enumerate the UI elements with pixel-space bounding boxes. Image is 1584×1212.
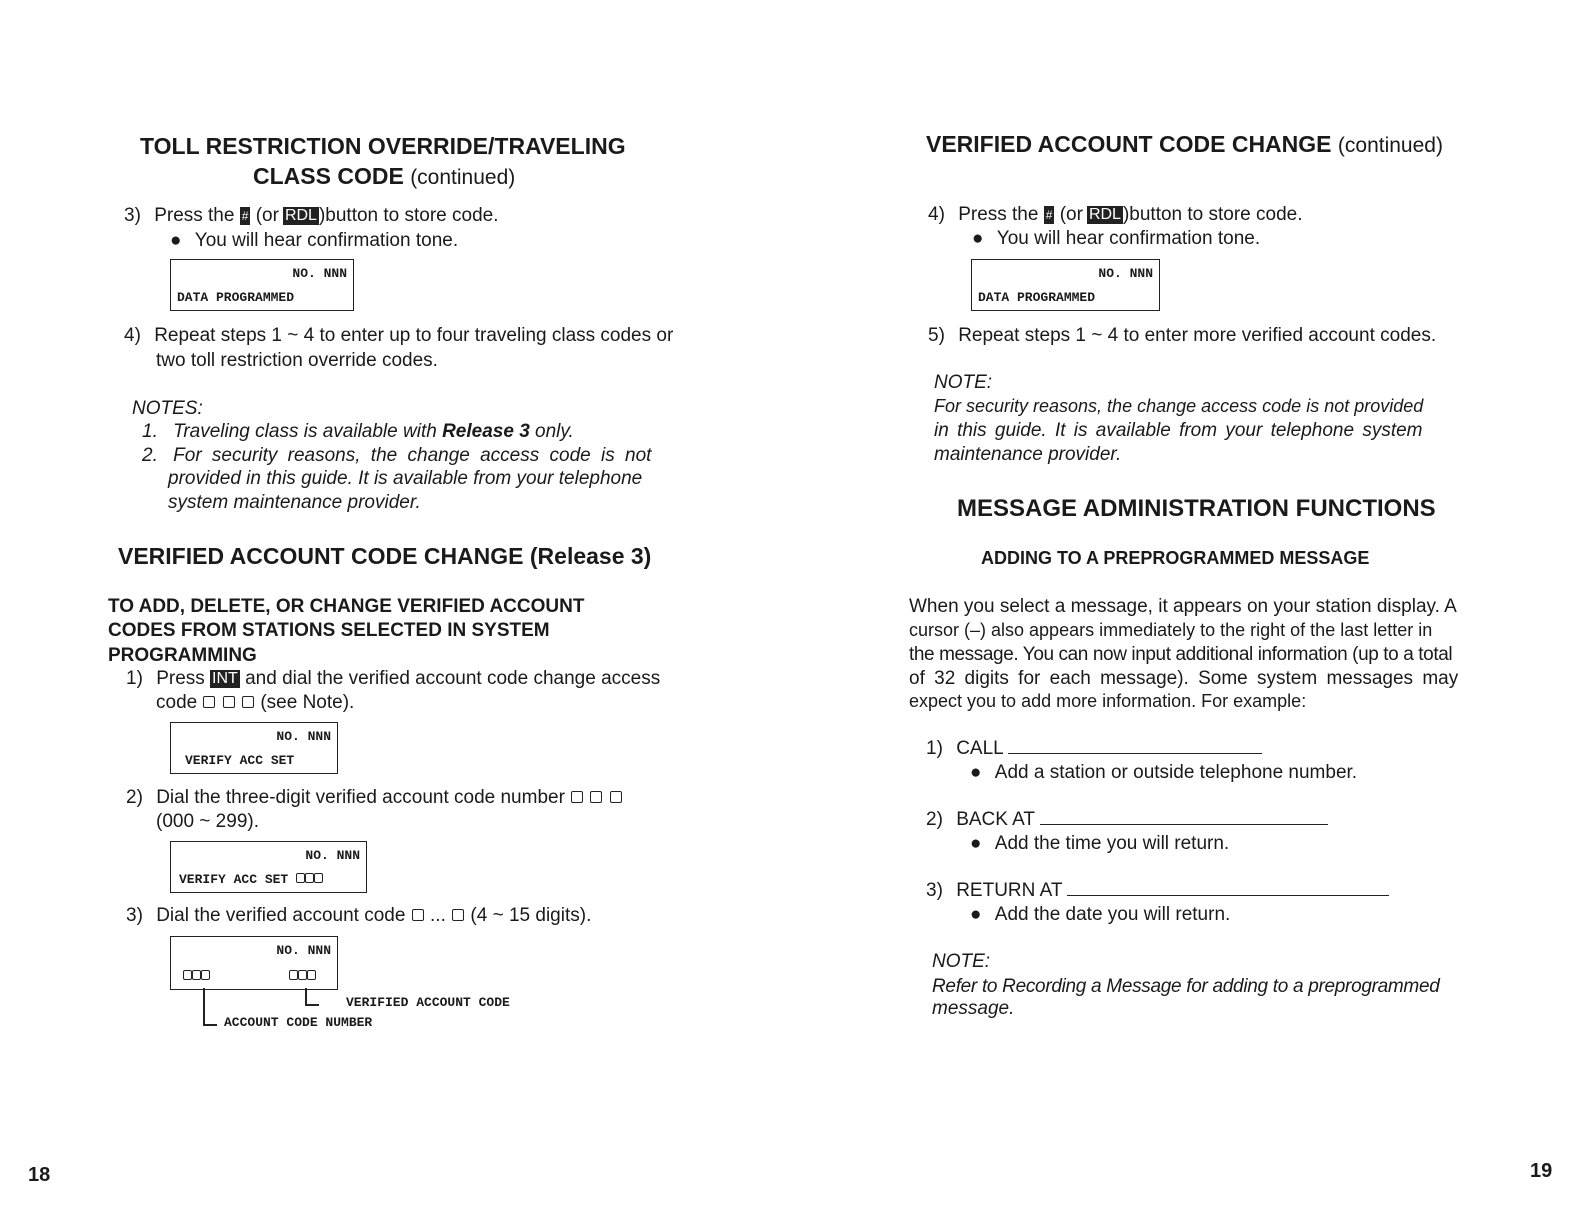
blank-line bbox=[1008, 752, 1262, 754]
lcd-line1: NO. NNN bbox=[292, 266, 347, 281]
left-s1 bbox=[126, 668, 660, 690]
left-sub-line3: PROGRAMMING bbox=[108, 645, 257, 666]
right-note2-line1: Refer to Recording a Message for adding to a preprogrammed bbox=[932, 976, 1440, 997]
digit-box-icon bbox=[298, 970, 307, 980]
right-para-line3: the message. You can now input additional information (up to a total bbox=[909, 644, 1453, 665]
lcd-line2 bbox=[179, 872, 323, 887]
right-ex3-num: 3) bbox=[926, 880, 943, 901]
right-title-text: VERIFIED ACCOUNT CODE CHANGE bbox=[926, 131, 1332, 157]
right-para-line4: of 32 digits for each message). Some system messages may bbox=[909, 668, 1459, 689]
right-para-line1: When you select a message, it appears on your station display. A bbox=[909, 596, 1457, 617]
left-title-line1: TOLL RESTRICTION OVERRIDE/TRAVELING bbox=[140, 133, 626, 159]
right-step4-text-b: (or bbox=[1059, 204, 1083, 225]
right-note-line2: in this guide. It is available from your telephone system bbox=[934, 420, 1423, 441]
left-s2-num: 2) bbox=[126, 787, 143, 808]
digit-box-icon bbox=[183, 970, 192, 980]
label-verified-account-code: VERIFIED ACCOUNT CODE bbox=[346, 995, 510, 1010]
left-step4 bbox=[124, 325, 673, 347]
left-s3-text-a: Dial the verified account code bbox=[156, 905, 406, 926]
leader-line-account-v bbox=[203, 988, 205, 1024]
digit-box-icon bbox=[289, 970, 298, 980]
lcd-display-data-programmed-left bbox=[170, 259, 354, 311]
right-note2-line2: message. bbox=[932, 998, 1015, 1019]
lcd-display-verify-acc-set bbox=[170, 722, 338, 774]
hash-key-icon: # bbox=[241, 209, 249, 223]
left-s3 bbox=[126, 905, 591, 927]
left-s1-see-note: (see Note). bbox=[260, 692, 355, 713]
right-ex2-bullet bbox=[970, 833, 1229, 855]
lcd-display-account-code bbox=[170, 936, 338, 990]
left-s2-line1: Dial the three-digit verified account code number bbox=[156, 787, 565, 808]
right-ex3 bbox=[926, 880, 1389, 902]
digit-box-icon bbox=[201, 970, 210, 980]
left-step3-text-a: Press the bbox=[154, 205, 235, 226]
right-ex2-label: BACK AT bbox=[956, 809, 1035, 830]
left-s3-ellipsis: ... bbox=[430, 905, 446, 926]
bullet-icon: ● bbox=[970, 904, 982, 925]
right-ex1-num: 1) bbox=[926, 738, 943, 759]
left-sub-line2: CODES FROM STATIONS SELECTED IN SYSTEM bbox=[108, 620, 550, 641]
right-note2-title: NOTE: bbox=[932, 951, 991, 972]
right-step4 bbox=[928, 204, 1303, 226]
left-note2-line2: provided in this guide. It is available from your telephone bbox=[168, 468, 643, 489]
right-note-title: NOTE: bbox=[934, 372, 993, 393]
right-ex3-label: RETURN AT bbox=[956, 880, 1063, 901]
left-note1-text-a: Traveling class is available with bbox=[173, 421, 437, 442]
bullet-icon: ● bbox=[972, 228, 984, 249]
page-number-left: 18 bbox=[28, 1164, 51, 1186]
int-key-icon: INT bbox=[212, 670, 238, 687]
bullet-icon: ● bbox=[170, 230, 182, 251]
right-msg-sub: ADDING TO A PREPROGRAMMED MESSAGE bbox=[981, 548, 1370, 568]
hash-key-icon: # bbox=[1045, 208, 1053, 222]
right-para-line5: expect you to add more information. For example: bbox=[909, 691, 1307, 711]
digit-box-icon bbox=[203, 696, 215, 708]
bullet-icon: ● bbox=[970, 762, 982, 783]
left-s1-num: 1) bbox=[126, 668, 143, 689]
digit-box-icon bbox=[192, 970, 201, 980]
right-msg-title: MESSAGE ADMINISTRATION FUNCTIONS bbox=[957, 495, 1436, 522]
right-step4-bullet-text: You will hear confirmation tone. bbox=[996, 228, 1261, 249]
left-step3-bullet bbox=[170, 230, 458, 252]
right-step5-num: 5) bbox=[928, 325, 945, 346]
right-step4-num: 4) bbox=[928, 204, 945, 225]
right-step4-text-a: Press the bbox=[958, 204, 1039, 225]
right-step4-text-c: )button to store code. bbox=[1122, 204, 1303, 225]
lcd-line2-right bbox=[289, 969, 316, 984]
left-s1-text-a: Press bbox=[156, 668, 205, 689]
digit-box-icon bbox=[590, 791, 602, 803]
right-ex2 bbox=[926, 809, 1328, 831]
lcd-display-verify-acc-set-digits bbox=[170, 841, 367, 893]
right-para-line2: cursor (–) also appears immediately to the right of the last letter in bbox=[909, 620, 1433, 640]
right-ex3-bullet bbox=[970, 904, 1230, 926]
rdl-key-icon: RDL bbox=[284, 207, 317, 224]
right-title bbox=[926, 131, 1443, 158]
left-s2-line2: (000 ~ 299). bbox=[156, 811, 259, 832]
digit-box-icon bbox=[305, 873, 314, 883]
left-step3 bbox=[124, 205, 499, 227]
left-step3-text-c: )button to store code. bbox=[318, 205, 499, 226]
left-note1 bbox=[142, 421, 574, 443]
lcd-display-data-programmed-right bbox=[971, 259, 1160, 311]
lcd-line1: NO. NNN bbox=[1098, 266, 1153, 281]
blank-line bbox=[1040, 823, 1328, 825]
left-s1-text-b: and dial the verified account code change access bbox=[245, 668, 661, 689]
digit-box-icon bbox=[296, 873, 305, 883]
right-ex1 bbox=[926, 738, 1262, 760]
right-ex1-bullet-text: Add a station or outside telephone number. bbox=[994, 762, 1358, 783]
label-account-code-number: ACCOUNT CODE NUMBER bbox=[224, 1015, 373, 1030]
left-note1-release: Release 3 bbox=[442, 421, 530, 442]
right-note-line3: maintenance provider. bbox=[934, 444, 1122, 465]
lcd-line2 bbox=[183, 969, 210, 984]
bullet-icon: ● bbox=[970, 833, 982, 854]
right-ex3-bullet-text: Add the date you will return. bbox=[994, 904, 1231, 925]
lcd-line2: VERIFY ACC SET bbox=[185, 753, 295, 768]
right-ex1-bullet bbox=[970, 762, 1357, 784]
left-note1-num: 1. bbox=[142, 421, 158, 442]
left-note2-line3: system maintenance provider. bbox=[168, 492, 421, 513]
left-verified-title: VERIFIED ACCOUNT CODE CHANGE (Release 3) bbox=[118, 543, 652, 569]
left-s1-line2 bbox=[156, 692, 354, 714]
blank-line bbox=[1067, 894, 1389, 896]
lcd-line1: NO. NNN bbox=[276, 729, 331, 744]
digit-box-icon bbox=[610, 791, 622, 803]
left-title-class-code: CLASS CODE bbox=[253, 163, 404, 189]
left-notes-title: NOTES: bbox=[132, 398, 203, 419]
digit-box-icon bbox=[412, 909, 424, 921]
leader-line-account-h bbox=[203, 1024, 217, 1026]
right-ex2-bullet-text: Add the time you will return. bbox=[994, 833, 1230, 854]
left-note2-num: 2. bbox=[142, 445, 158, 466]
right-step5 bbox=[928, 325, 1436, 347]
left-s3-num: 3) bbox=[126, 905, 143, 926]
left-s3-text-c: (4 ~ 15 digits). bbox=[470, 905, 592, 926]
left-title-continued: (continued) bbox=[410, 166, 516, 189]
digit-box-icon bbox=[571, 791, 583, 803]
left-step3-text-b: (or bbox=[255, 205, 279, 226]
lcd-line2-text: VERIFY ACC SET bbox=[179, 872, 289, 887]
leader-line-verified-v bbox=[305, 988, 307, 1004]
right-ex2-num: 2) bbox=[926, 809, 943, 830]
left-step4-num: 4) bbox=[124, 325, 141, 346]
right-step4-bullet bbox=[972, 228, 1260, 250]
left-note1-text-b: only. bbox=[535, 421, 574, 442]
left-step4-line1: Repeat steps 1 ~ 4 to enter up to four traveling class codes or bbox=[154, 325, 674, 346]
lcd-line2: DATA PROGRAMMED bbox=[177, 290, 295, 305]
digit-box-icon bbox=[242, 696, 254, 708]
lcd-line1: NO. NNN bbox=[276, 943, 331, 958]
lcd-line1: NO. NNN bbox=[305, 848, 360, 863]
digit-box-icon bbox=[452, 909, 464, 921]
left-s1-code: code bbox=[156, 692, 198, 713]
left-step4-line2: two toll restriction override codes. bbox=[156, 350, 438, 371]
left-note2-line1: For security reasons, the change access code is not bbox=[173, 445, 652, 466]
rdl-key-icon: RDL bbox=[1088, 206, 1121, 223]
left-s2 bbox=[126, 787, 623, 809]
digit-box-icon bbox=[314, 873, 323, 883]
left-note2 bbox=[142, 445, 651, 467]
right-title-continued: (continued) bbox=[1337, 134, 1443, 157]
digit-box-icon bbox=[223, 696, 235, 708]
left-step3-num: 3) bbox=[124, 205, 141, 226]
right-note-line1: For security reasons, the change access code is not provided bbox=[934, 396, 1424, 416]
leader-line-verified-h bbox=[305, 1004, 319, 1006]
right-step5-text: Repeat steps 1 ~ 4 to enter more verified account codes. bbox=[958, 325, 1437, 346]
digit-box-icon bbox=[307, 970, 316, 980]
left-step3-bullet-text: You will hear confirmation tone. bbox=[194, 230, 459, 251]
left-title-line2 bbox=[253, 163, 515, 190]
left-sub-line1: TO ADD, DELETE, OR CHANGE VERIFIED ACCOUNT bbox=[108, 596, 585, 617]
lcd-line2: DATA PROGRAMMED bbox=[978, 290, 1096, 305]
page-number-right: 19 bbox=[1530, 1160, 1553, 1182]
right-ex1-label: CALL bbox=[956, 738, 1004, 759]
